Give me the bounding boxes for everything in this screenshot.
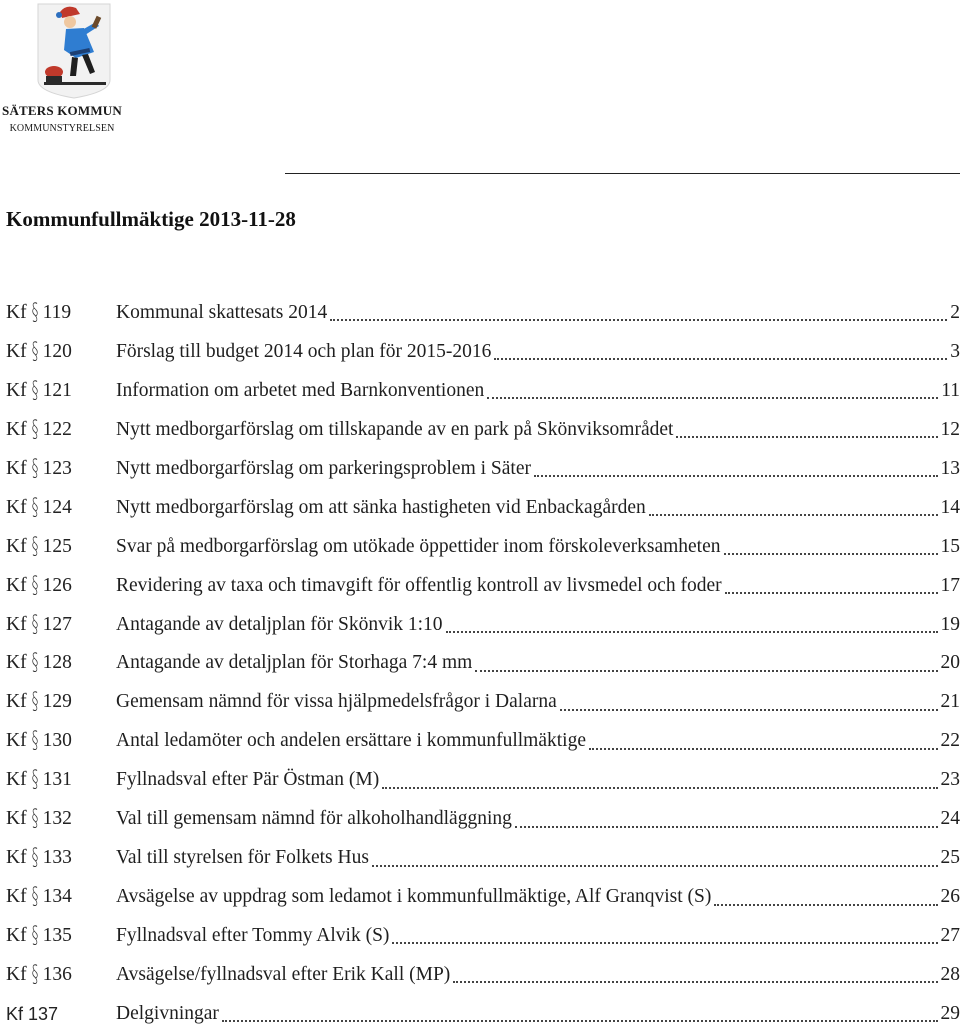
toc-dot-leader — [392, 942, 937, 944]
toc-section-number: 128 — [43, 652, 72, 673]
toc-dot-leader — [724, 553, 938, 555]
paragraph-symbol: § — [31, 614, 38, 634]
toc-entry-title[interactable]: Nytt medborgarförslag om tillskapande av en park på Skönviksområdet — [116, 411, 674, 450]
toc-page-number[interactable]: 15 — [940, 528, 960, 567]
toc-page-number[interactable]: 29 — [940, 995, 960, 1034]
toc-section-number: 132 — [43, 808, 72, 829]
toc-section-prefix: Kf — [6, 769, 27, 790]
toc-page-number[interactable]: 28 — [940, 956, 960, 995]
toc-section-prefix: Kf — [6, 536, 27, 557]
toc-entry[interactable] — [6, 528, 960, 567]
paragraph-symbol: § — [31, 847, 38, 867]
toc-section-number: 122 — [43, 419, 72, 440]
toc-entry[interactable] — [6, 567, 960, 606]
toc-entry[interactable] — [6, 800, 960, 839]
paragraph-symbol: § — [31, 730, 38, 750]
toc-entry[interactable] — [6, 683, 960, 722]
toc-section-number: 123 — [43, 458, 72, 479]
org-subtitle: KOMMUNSTYRELSEN — [2, 123, 122, 134]
toc-entry-title[interactable]: Avsägelse/fyllnadsval efter Erik Kall (MP) — [116, 956, 451, 995]
toc-page-number[interactable]: 22 — [940, 722, 960, 761]
municipal-logo — [14, 2, 134, 142]
toc-entry[interactable] — [6, 333, 960, 372]
paragraph-symbol: § — [31, 536, 38, 556]
org-name: SÄTERS KOMMUN — [2, 103, 122, 119]
toc-section-prefix: Kf — [6, 886, 27, 907]
toc-dot-leader — [534, 475, 938, 477]
paragraph-symbol: § — [31, 380, 38, 400]
toc-section-prefix: Kf — [6, 614, 27, 635]
toc-entry-title[interactable]: Val till gemensam nämnd för alkoholhandläggning — [116, 800, 513, 839]
toc-section-id — [6, 606, 116, 645]
toc-dot-leader — [453, 981, 937, 983]
toc-dot-leader — [382, 787, 937, 789]
toc-entry-title[interactable]: Förslag till budget 2014 och plan för 2015-2016 — [116, 333, 492, 372]
toc-entry-title[interactable]: Antagande av detaljplan för Skönvik 1:10 — [116, 606, 444, 645]
toc-section-id — [6, 956, 116, 995]
toc-page-number[interactable]: 26 — [940, 878, 960, 917]
toc-section-id — [6, 644, 116, 683]
toc-dot-leader — [222, 1020, 938, 1022]
toc-dot-leader — [487, 397, 938, 399]
document-title: Kommunfullmäktige 2013-11-28 — [6, 207, 296, 232]
toc-section-number: 133 — [43, 847, 72, 868]
paragraph-symbol: § — [31, 575, 38, 595]
toc-section-prefix: Kf — [6, 341, 27, 362]
toc-section-number: 135 — [43, 925, 72, 946]
municipal-crest-icon — [36, 2, 112, 100]
paragraph-symbol: § — [31, 691, 38, 711]
toc-entry[interactable] — [6, 917, 960, 956]
toc-section-id — [6, 722, 116, 761]
toc-section-prefix: Kf — [6, 497, 27, 518]
toc-dot-leader — [330, 319, 947, 321]
toc-entry-title[interactable]: Kommunal skattesats 2014 — [116, 294, 328, 333]
toc-page-number[interactable]: 2 — [949, 294, 960, 333]
toc-section-number: 126 — [43, 575, 72, 596]
toc-entry[interactable] — [6, 722, 960, 761]
paragraph-symbol: § — [31, 925, 38, 945]
paragraph-symbol: § — [31, 769, 38, 789]
toc-section-number: 137 — [28, 1004, 58, 1024]
toc-dot-leader — [446, 631, 938, 633]
toc-section-id — [6, 411, 116, 450]
toc-entry[interactable] — [6, 956, 960, 995]
toc-section-id — [6, 528, 116, 567]
toc-section-number: 130 — [43, 730, 72, 751]
toc-page-number[interactable]: 14 — [940, 489, 960, 528]
toc-section-id — [6, 878, 116, 917]
toc-entry[interactable] — [6, 411, 960, 450]
toc-section-number: 134 — [43, 886, 72, 907]
toc-page-number[interactable]: 27 — [940, 917, 960, 956]
toc-section-id — [6, 567, 116, 606]
toc-entry-title[interactable]: Fyllnadsval efter Pär Östman (M) — [116, 761, 380, 800]
toc-section-id — [6, 372, 116, 411]
header-divider — [285, 173, 960, 174]
paragraph-symbol: § — [31, 302, 38, 322]
toc-section-prefix: Kf — [6, 575, 27, 596]
toc-entry-title[interactable]: Svar på medborgarförslag om utökade öppettider inom förskoleverksamheten — [116, 528, 722, 567]
toc-section-number: 119 — [43, 302, 72, 323]
toc-page-number[interactable]: 12 — [940, 411, 960, 450]
toc-entry-title[interactable]: Antagande av detaljplan för Storhaga 7:4 mm — [116, 644, 473, 683]
toc-entry-title[interactable]: Antal ledamöter och andelen ersättare i kommunfullmäktige — [116, 722, 587, 761]
toc-entry-title[interactable]: Nytt medborgarförslag om parkeringsproblem i Säter — [116, 450, 532, 489]
toc-page-number[interactable]: 11 — [940, 372, 960, 411]
toc-entry-title[interactable]: Revidering av taxa och timavgift för offentlig kontroll av livsmedel och foder — [116, 567, 723, 606]
toc-section-id — [6, 995, 116, 1034]
toc-section-prefix: Kf — [6, 1004, 23, 1024]
toc-entry[interactable] — [6, 995, 960, 1034]
toc-section-id — [6, 450, 116, 489]
toc-entry[interactable] — [6, 489, 960, 528]
toc-entry[interactable] — [6, 294, 960, 333]
toc-entry-title[interactable]: Information om arbetet med Barnkonventionen — [116, 372, 485, 411]
toc-section-id — [6, 683, 116, 722]
toc-section-prefix: Kf — [6, 808, 27, 829]
paragraph-symbol: § — [31, 964, 38, 984]
toc-dot-leader — [515, 826, 938, 828]
paragraph-symbol: § — [31, 458, 38, 478]
toc-entry[interactable] — [6, 644, 960, 683]
toc-entry-title[interactable]: Delgivningar — [116, 995, 220, 1034]
toc-entry-title[interactable]: Gemensam nämnd för vissa hjälpmedelsfrågor i Dalarna — [116, 683, 558, 722]
toc-page-number[interactable]: 19 — [940, 606, 960, 645]
toc-page-number[interactable]: 23 — [940, 761, 960, 800]
toc-section-prefix: Kf — [6, 925, 27, 946]
toc-section-id — [6, 800, 116, 839]
toc-section-prefix: Kf — [6, 419, 27, 440]
toc-section-id — [6, 333, 116, 372]
toc-page-number[interactable]: 24 — [940, 800, 960, 839]
toc-dot-leader — [676, 436, 937, 438]
toc-section-number: 136 — [43, 964, 72, 985]
toc-section-id — [6, 917, 116, 956]
toc-page-number[interactable]: 20 — [940, 644, 960, 683]
toc-section-prefix: Kf — [6, 458, 27, 479]
toc-entry[interactable] — [6, 761, 960, 800]
toc-section-prefix: Kf — [6, 847, 27, 868]
toc-dot-leader — [494, 358, 947, 360]
toc-dot-leader — [649, 514, 938, 516]
toc-section-id — [6, 761, 116, 800]
toc-section-prefix: Kf — [6, 380, 27, 401]
paragraph-symbol: § — [31, 419, 38, 439]
toc-section-id — [6, 839, 116, 878]
toc-entry-title[interactable]: Avsägelse av uppdrag som ledamot i kommunfullmäktige, Alf Granqvist (S) — [116, 878, 712, 917]
toc-section-prefix: Kf — [6, 730, 27, 751]
toc-section-id — [6, 294, 116, 333]
toc-section-id — [6, 489, 116, 528]
toc-section-number: 124 — [43, 497, 72, 518]
toc-entry[interactable] — [6, 372, 960, 411]
paragraph-symbol: § — [31, 652, 38, 672]
toc-entry[interactable] — [6, 839, 960, 878]
toc-section-number: 125 — [43, 536, 72, 557]
toc-page-number[interactable]: 3 — [949, 333, 960, 372]
toc-dot-leader — [372, 865, 938, 867]
toc-page-number[interactable]: 13 — [940, 450, 960, 489]
toc-section-number: 129 — [43, 691, 72, 712]
toc-section-prefix: Kf — [6, 691, 27, 712]
paragraph-symbol: § — [31, 341, 38, 361]
toc-section-number: 127 — [43, 614, 72, 635]
toc-page-number[interactable]: 17 — [940, 567, 960, 606]
toc-section-prefix: Kf — [6, 964, 27, 985]
toc-entry-title[interactable]: Nytt medborgarförslag om att sänka hastigheten vid Enbackagården — [116, 489, 647, 528]
toc-page-number[interactable]: 21 — [940, 683, 960, 722]
toc-dot-leader — [725, 592, 938, 594]
toc-entry[interactable] — [6, 450, 960, 489]
toc-entry[interactable] — [6, 606, 960, 645]
toc-dot-leader — [475, 670, 937, 672]
paragraph-symbol: § — [31, 497, 38, 517]
toc-entry[interactable] — [6, 878, 960, 917]
toc-dot-leader — [589, 748, 938, 750]
toc-section-prefix: Kf — [6, 652, 27, 673]
paragraph-symbol: § — [31, 808, 38, 828]
toc-entry-title[interactable]: Fyllnadsval efter Tommy Alvik (S) — [116, 917, 390, 956]
toc-dot-leader — [714, 904, 937, 906]
toc-page-number[interactable]: 25 — [940, 839, 960, 878]
table-of-contents — [6, 294, 960, 1034]
toc-section-number: 121 — [43, 380, 72, 401]
toc-dot-leader — [560, 709, 938, 711]
toc-section-number: 120 — [43, 341, 72, 362]
toc-section-prefix: Kf — [6, 302, 27, 323]
toc-section-number: 131 — [43, 769, 72, 790]
paragraph-symbol: § — [31, 886, 38, 906]
toc-entry-title[interactable]: Val till styrelsen för Folkets Hus — [116, 839, 370, 878]
